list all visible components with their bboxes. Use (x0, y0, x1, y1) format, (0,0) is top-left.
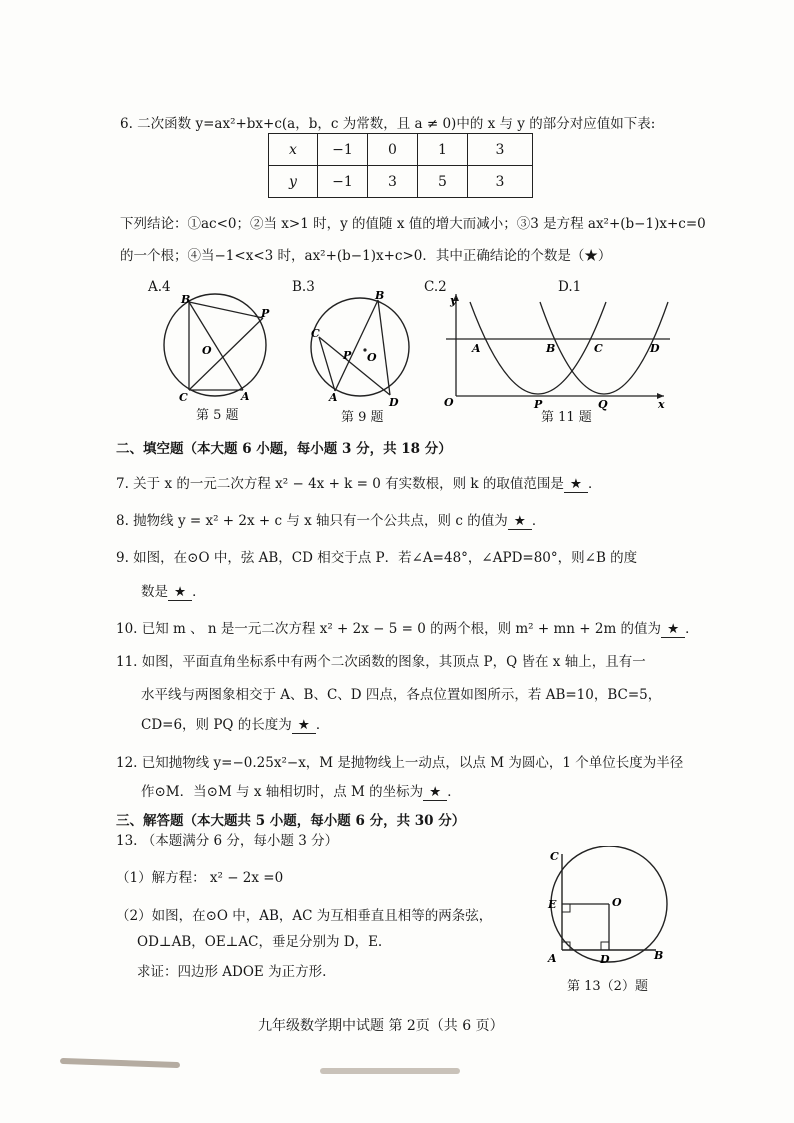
table-cell: 0 (368, 134, 418, 166)
label-B: B (181, 293, 191, 306)
table-cell: −1 (318, 166, 368, 198)
figure-9 (305, 285, 425, 415)
label-y: y (450, 294, 457, 307)
table-row (269, 134, 533, 166)
label-C: C (179, 391, 188, 404)
q12-line2 (141, 780, 461, 801)
figure-13-2 (534, 846, 684, 976)
answer-blank: ★ (508, 513, 532, 530)
q12-line1: 12. 已知抛物线 y=−0.25x²−x，M 是抛物线上一动点，以点 M 为圆心，1 个单位长度为半径 (116, 755, 684, 771)
q12-end: ． (447, 784, 461, 800)
q7-text: 7. 关于 x 的一元二次方程 x² − 4x + k = 0 有实数根，则 k 的取值范围是 (116, 476, 564, 492)
q7-end: ． (588, 476, 602, 492)
label-P: P (343, 349, 352, 362)
q8-text: 8. 抛物线 y = x² + 2x + c 与 x 轴只有一个公共点，则 c 的值为 (116, 513, 508, 529)
label-O: O (444, 396, 454, 409)
q6-stem: 6. 二次函数 y=ax²+bx+c(a，b，c 为常数，且 a ≠ 0)中的 x 与 y 的部分对应值如下表: (120, 116, 656, 132)
label-B: B (654, 949, 664, 962)
q11-line1: 11. 如图，平面直角坐标系中有两个二次函数的图象，其顶点 P，Q 皆在 x 轴上，且有一 (116, 654, 646, 670)
question-10 (116, 617, 699, 638)
q10-text: 10. 已知 m 、 n 是一元二次方程 x² + 2x − 5 = 0 的两个根，则 m² + mn + 2m 的值为 (116, 621, 662, 637)
question-8 (116, 509, 545, 530)
option-c: C.2 (424, 279, 447, 295)
q9-line2-text: 数是 (141, 584, 168, 600)
label-D: D (600, 953, 610, 966)
page-footer: 九年级数学期中试题 第 2页（共 6 页） (258, 1018, 504, 1034)
q6-conclusions-line2: 的一个根；④当−1<x<3 时，ax²+(b−1)x+c>0．其中正确结论的个数是（★） (120, 248, 612, 264)
table-cell: −1 (318, 134, 368, 166)
figure-11-caption: 第 11 题 (541, 410, 592, 425)
table-row (269, 166, 533, 198)
label-B: B (375, 289, 385, 302)
q13-heading: 13. （本题满分 6 分，每小题 3 分） (116, 833, 339, 849)
label-D: D (650, 342, 660, 355)
table-cell: 5 (418, 166, 468, 198)
q12-line2-text: 作⊙M．当⊙M 与 x 轴相切时，点 M 的坐标为 (141, 784, 424, 800)
q8-end: ． (531, 513, 546, 529)
q13-part2-line2: OD⊥AB，OE⊥AC，垂足分别为 D，E. (137, 934, 383, 950)
label-A: A (548, 952, 557, 965)
q13-part2-line1: （2）如图，在⊙O 中，AB，AC 为互相垂直且相等的两条弦， (116, 908, 493, 924)
option-b: B.3 (292, 279, 315, 295)
label-C: C (311, 327, 320, 340)
label-O: O (202, 344, 212, 357)
label-E: E (548, 898, 557, 911)
figure-13-caption: 第 13（2）题 (567, 979, 648, 994)
q13-part1: （1）解方程： x² − 2x =0 (116, 870, 284, 886)
q9-line1: 9. 如图，在⊙O 中，弦 AB，CD 相交于点 P．若∠A=48°，∠APD=80°，则∠B 的度 (116, 550, 638, 566)
q11-end: ． (315, 717, 330, 733)
section-2-title: 二、填空题（本大题 6 小题，每小题 3 分，共 18 分） (116, 441, 452, 457)
scan-edge-mark (320, 1068, 460, 1074)
label-C: C (550, 850, 559, 863)
scan-edge-mark (60, 1058, 180, 1068)
q11-line3-text: CD=6，则 PQ 的长度为 (141, 717, 292, 733)
label-P: P (534, 398, 543, 411)
label-A: A (241, 390, 250, 403)
q13-part2-line3: 求证：四边形 ADOE 为正方形. (137, 964, 327, 980)
figure-5-caption: 第 5 题 (196, 408, 239, 423)
answer-blank: ★ (423, 784, 447, 801)
table-header-cell: x (269, 134, 318, 166)
q9-line2 (141, 580, 206, 601)
answer-blank: ★ (564, 476, 588, 493)
q11-line3 (141, 713, 329, 734)
q6-conclusions-line1: 下列结论：①ac<0；②当 x>1 时，y 的值随 x 值的增大而减小；③3 是方程 ax²+(b−1)x+c=0 (120, 216, 706, 232)
label-A: A (472, 342, 481, 355)
figure-9-caption: 第 9 题 (341, 410, 384, 425)
label-D: D (389, 396, 399, 409)
figure-11 (438, 288, 678, 413)
table-cell: 3 (468, 134, 533, 166)
label-O: O (612, 896, 622, 909)
table-cell: 1 (418, 134, 468, 166)
table-cell: 3 (368, 166, 418, 198)
answer-blank: ★ (661, 621, 685, 638)
value-table (268, 133, 533, 198)
question-7 (116, 472, 602, 493)
label-P: P (261, 307, 270, 320)
answer-blank: ★ (168, 584, 192, 601)
q11-line2: 水平线与两图象相交于 A、B、C、D 四点，各点位置如图所示，若 AB=10，BC=5， (141, 687, 662, 703)
label-O: O (367, 351, 377, 364)
table-header-cell: y (269, 166, 318, 198)
answer-blank: ★ (292, 717, 316, 734)
section-3-title: 三、解答题（本大题共 5 小题，每小题 6 分，共 30 分） (116, 813, 466, 829)
label-Q: Q (598, 398, 608, 411)
option-a: A.4 (148, 279, 171, 295)
label-C: C (594, 342, 603, 355)
q10-end: ． (685, 621, 699, 637)
option-d: D.1 (558, 279, 582, 295)
q9-end: ． (192, 584, 206, 600)
label-A: A (329, 391, 338, 404)
label-B: B (546, 342, 556, 355)
label-x: x (658, 398, 665, 411)
table-cell: 3 (468, 166, 533, 198)
